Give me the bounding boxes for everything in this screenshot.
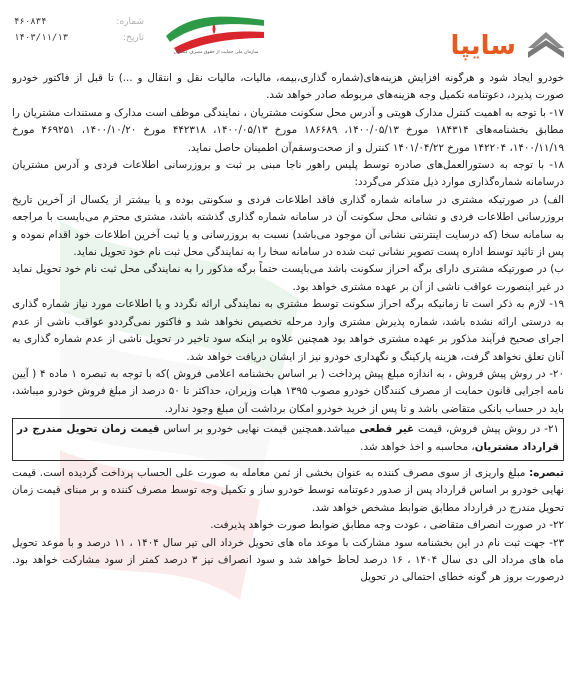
p21-bold-delivery-price: قیمت زمان تحویل مندرج در قرارداد مشتریان [17,423,559,453]
paragraph-21 [12,418,564,461]
paragraph-18a: الف) در صورتیکه مشتری در سامانه شماره گذاری فاقد اطلاعات فردی و سکونتی بوده و یا بیشتر از یکسال از آخرین تاریخ بروزرسانی اطلاعات فردی و نشانی محل سکونت آن در سامانه شماره گذاری گذشته باشد، مشتری محترم می‌بایست با مراجعه به سامانه سخا (که درسایت اینترنتی نشانی آن موجود می‌باشد) نسبت به بروزرسانی و یا ثبت آخرین اطلاعات خود اقدام نموده و پس از تائید توسط اداره پست تصویر نشانی ثبت شده در سامانه سخا را به نمایندگی محل ثبت نام خود تحویل نماید. [12,193,564,259]
document-number-row [14,14,144,30]
paragraph-note [12,465,564,517]
paragraph-22: ۲۲- در صورت انصراف متقاضی ، عودت وجه مطابق ضوابط صورت خواهد پذیرفت. [210,519,564,532]
note-label: تبصره: [529,466,564,479]
document-body [12,70,564,695]
paragraph-intro: خودرو ایجاد شود و هرگونه افزایش هزینه‌های(شماره گذاری،بیمه، مالیات، مالیات نقل و انتقال و ...) تا قبل از فاکتور خودرو صورت پذیرد، دعوتنامه تکمیل وجه هزینه‌های مربوطه صادر خواهد شد. [12,72,564,102]
paragraph-20: ۲۰- در روش پیش فروش ، به اندازه مبلغ پیش پرداخت ( بر اساس بخشنامه اعلامی فروش )که با توجه به تبصره ۱ ماده ۴ ( آیین نامه اجرایی قانون حمایت از مصرف کنندگان خودرو مصوب ۱۳۹۵ هیات وزیران، حداکثر تا ۵۰ درصد از مبلغ فروش خودرو میباشد، باید در حساب بانکی متقاضی باشد و تا پس از خرید خودرو امکان برداشت آن مبلغ وجود ندارد. [12,367,564,415]
document-date-label: تاریخ: [123,33,144,43]
note-text: مبلغ واریزی از سوی مصرف کننده به عنوان بخشی از ثمن معامله به صورت علی الحساب پرداخت گردیده است. قیمت نهایی خودرو بر اساس قرارداد پس از صدور دعوتنامه توسط خودرو ساز و تکمیل وجه توسط مصرف کننده و بر مبنای قیمت زمان تحویل مندرج در قرارداد مطابق ضوابط مشخص خواهد شد. [12,466,564,514]
letterhead [0,0,576,70]
paragraph-18: ۱۸- با توجه به دستورالعمل‌های صادره توسط پلیس راهور ناجا مبنی بر ثبت و بروزرسانی اطلاعات فردی و آدرس مشتریان درسامانه شماره‌گذاری موارد ذیل متذکر می‌گردد: [12,159,564,189]
paragraph-19: ۱۹- لازم به ذکر است تا زمانیکه برگه احراز سکونت توسط مشتری به نمایندگی ارائه نگردد و یا اطلاعات مورد نیاز شماره گذاری به درستی ارائه نشده باشد، شماره پذیرش مشتری وارد مرحله تخصیص نخواهد شد و فاکتور نمی‌گرددو عواقب ناشی از عدم اجرای صحیح فرآیند مذکور بر عهده مشتری خواهد بود همچنین علاوه بر اینکه سود تاخیر در تحویل ناشی از عدم شماره گذاری به آنان تعلق نخواهد گرفت، هزینه پارکینگ و نگهداری خودرو نیز از ایشان دریافت خواهد شد. [12,298,564,363]
document-meta [14,14,144,46]
emblem-caption: سازمان ملی حمایت از حقوق مصرف کنندگان [173,50,259,55]
document-number-label: شماره: [116,17,144,27]
brand-name: سایپا [450,31,516,61]
saipa-logo [408,26,568,66]
p21-middle: میباشد.همچنین قیمت نهایی خودرو بر اساس [159,423,360,436]
paragraph-17: ۱۷- با توجه به اهمیت کنترل مدارک هویتی و آدرس محل سکونت مشتریان ، نمایندگی موظف است مدارک و مستندات مشتریان را مطابق بخشنامه‌های ۱۸۴۳۱۴ مورخ ۱۴۰۰/۰۵/۱۳، ۱۸۶۶۸۹ مورخ ۱۴۰۰/۰۵/۱۳، ۴۴۲۳۱۸ مورخ ۱۴۰۰/۱۰/۲۰، ۴۶۹۲۵۱ مورخ ۱۴۰۰/۱۱/۱۹، ۱۴۲۲۰۴ مورخ ۱۴۰۱/۰۴/۲۲ کنترل و از صحت‌وسقم‌آن اطمینان حاصل نماید. [12,106,564,154]
paragraph-18b: ب) در صورتیکه مشتری دارای برگه احراز سکونت باشد می‌بایست حتماً برگه مذکور را به نمایندگی محل ثبت نام خود تحویل نماید در غیر اینصورت عواقب ناشی از آن بر عهده مشتری خواهد بود. [12,263,564,293]
saipa-mark-icon [524,28,568,64]
document-date-row [14,30,144,46]
document-date: ۱۴۰۳/۱۱/۱۳ [14,33,69,43]
p21-bold-non-final: غیر قطعی [359,423,415,436]
p21-end: ، محاسبه و اخذ خواهد شد. [360,440,475,453]
document-number: ۴۶۰۸۳۴ [14,17,47,27]
paragraph-23: ۲۳- جهت ثبت نام در این بخشنامه سود مشارکت با موعد ماه های تحویل خرداد الی تیر سال ۱۴۰۴ ، ۱۱ درصد و با موعد تحویل ماه های مرداد الی دی سال ۱۴۰۴ ، ۱۶ درصد لحاظ خواهد شد و سود انصراف نیز ۳ درصد کمتر از سود مشارکت خواهد بود. درصورت بروز هر گونه خطای احتمالی در تحویل [12,536,564,584]
p21-lead: ۲۱- در روش پیش فروش، قیمت [414,423,559,436]
